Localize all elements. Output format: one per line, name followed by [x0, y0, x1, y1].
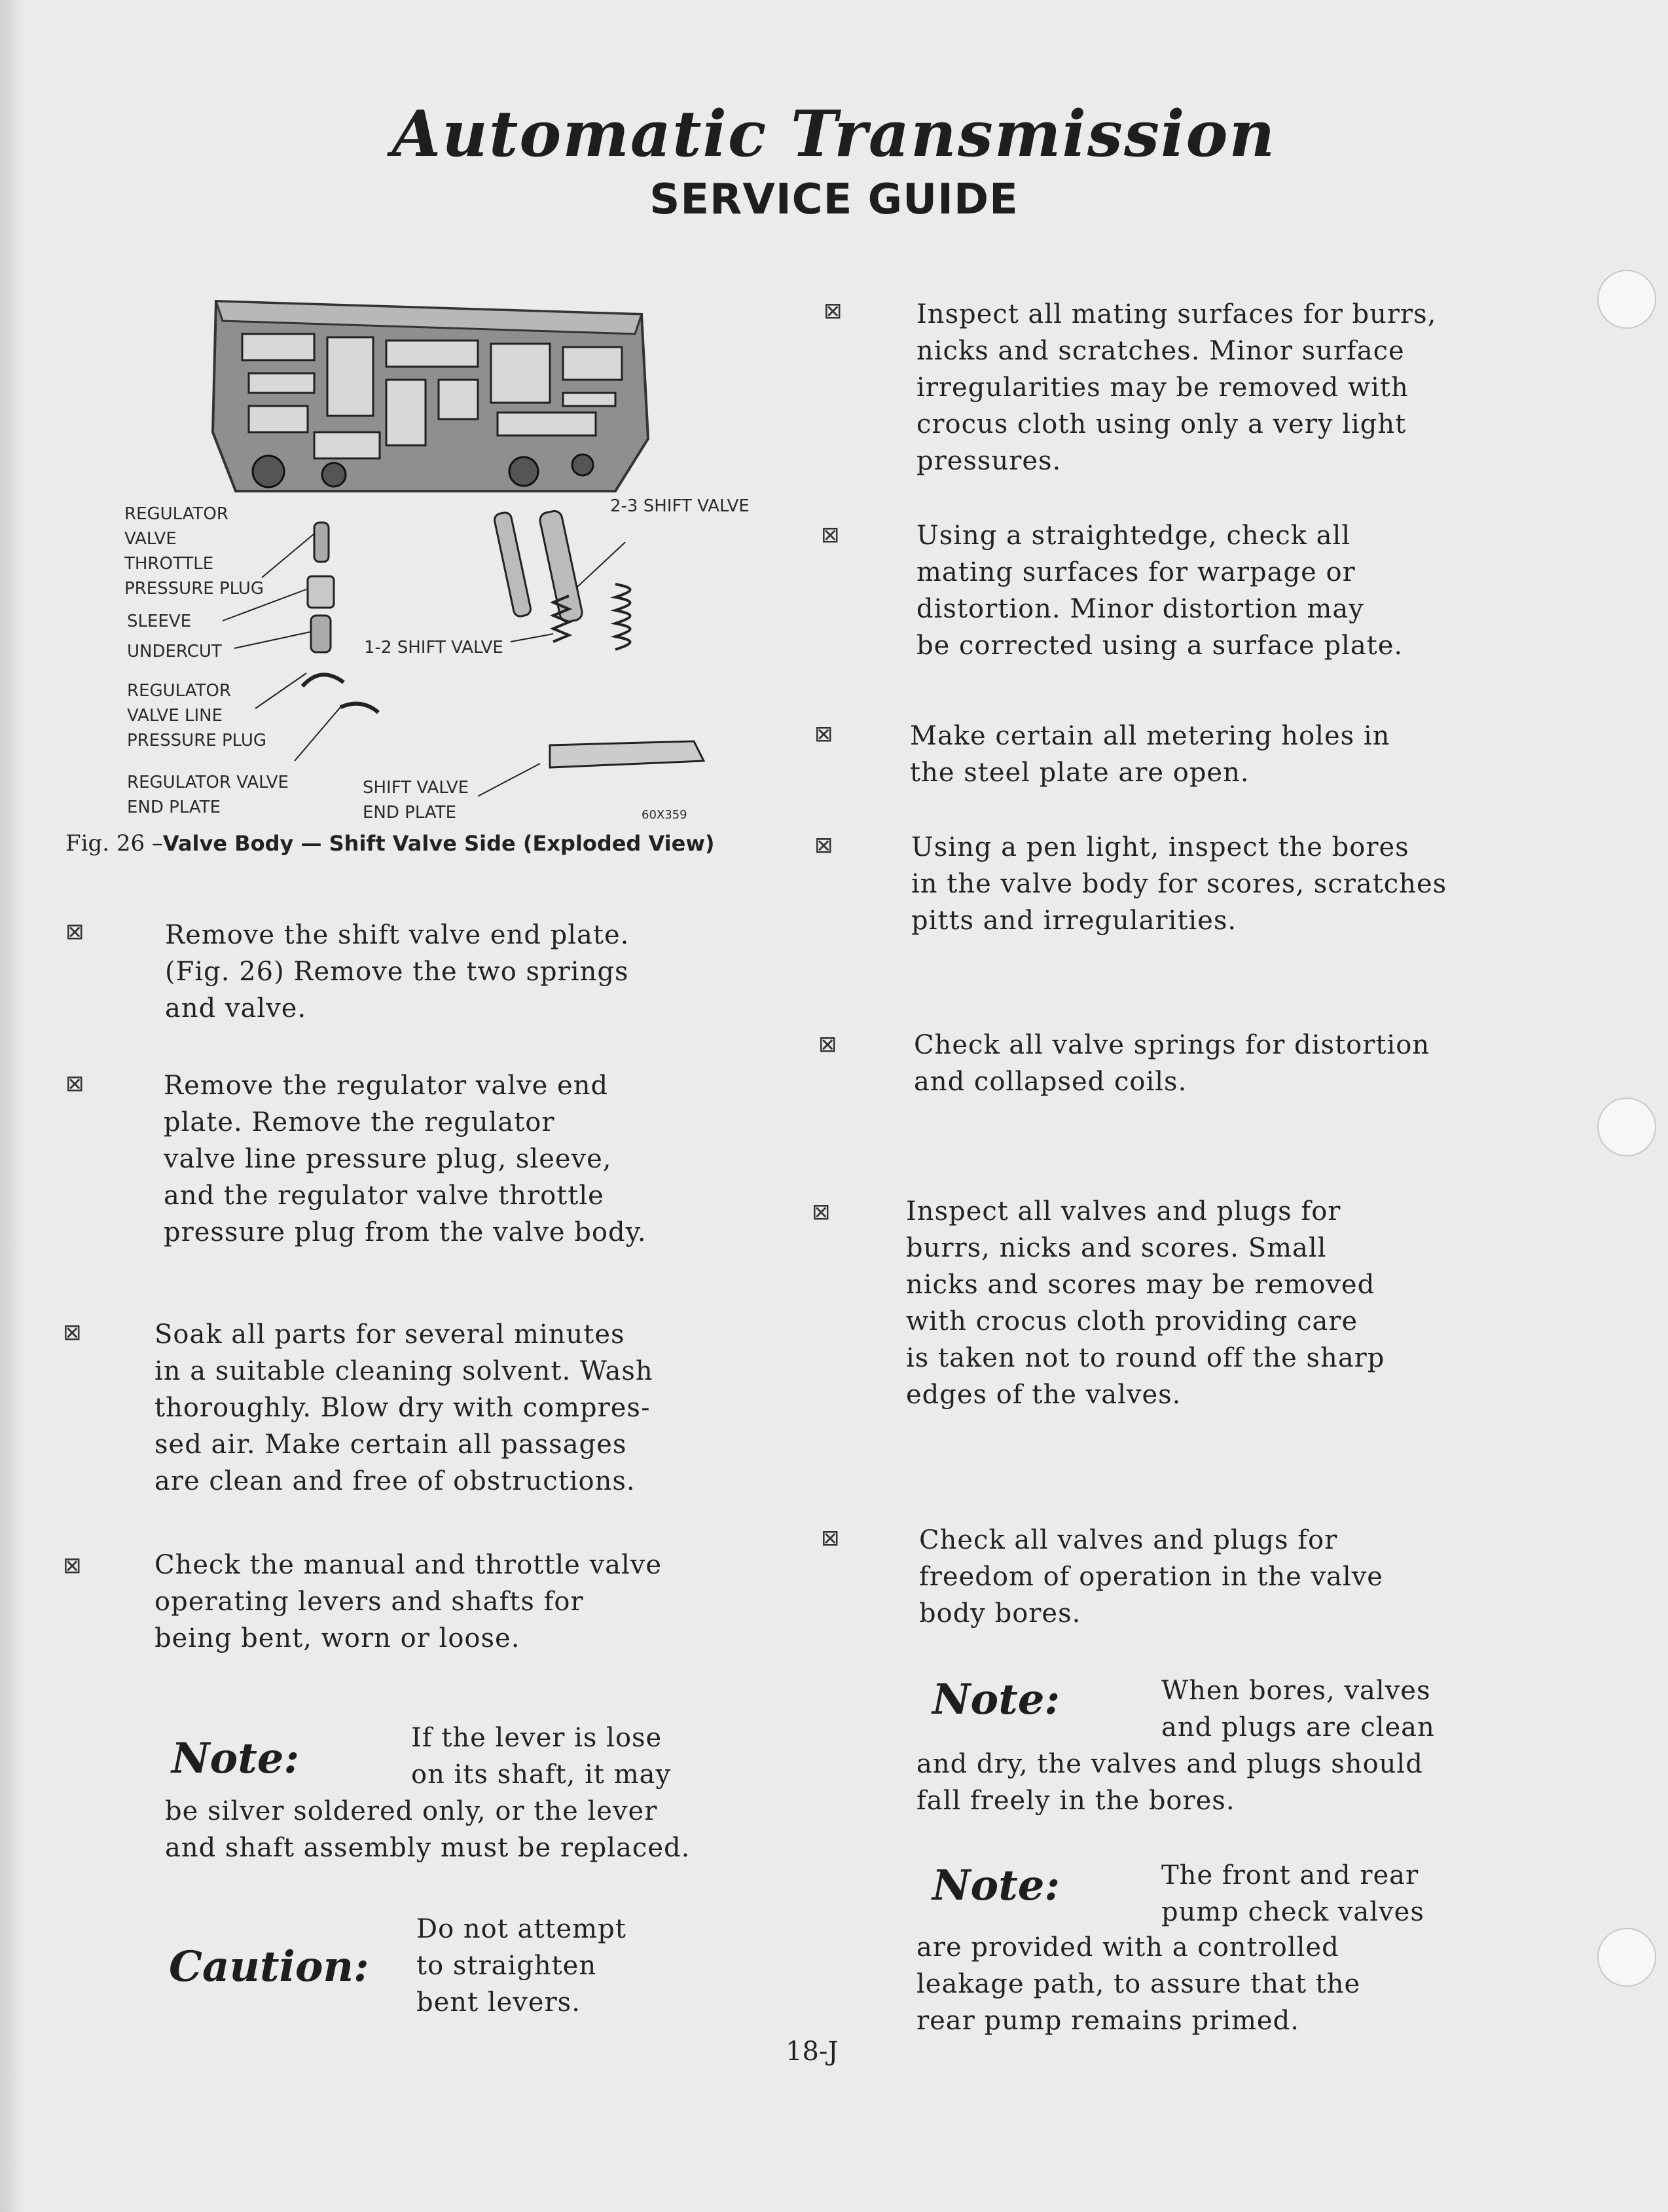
- text-line: freedom of operation in the valve: [919, 1562, 1383, 1592]
- text-line: edges of the valves.: [906, 1380, 1182, 1410]
- label-line: REGULATOR: [127, 681, 231, 701]
- text-line: body bores.: [919, 1598, 1081, 1629]
- text-line: Soak all parts for several minutes: [154, 1319, 625, 1350]
- page-number: 18-J: [786, 2037, 839, 2067]
- checkbox-bullet-icon: ⊠: [812, 1199, 831, 1225]
- figure-code: 60X359: [642, 808, 687, 822]
- text-line: in the valve body for scores, scratches: [911, 869, 1447, 899]
- text-line: Check all valve springs for distortion: [914, 1030, 1430, 1060]
- left-paragraph-4: [154, 1547, 662, 1657]
- text-line: being bent, worn or loose.: [154, 1623, 520, 1653]
- text-line: is taken not to round off the sharp: [906, 1343, 1385, 1373]
- label-line: VALVE: [124, 529, 177, 549]
- text-line: distortion. Minor distortion may: [916, 594, 1364, 624]
- label-regulator-valve-line: [127, 678, 266, 753]
- label-line: END PLATE: [127, 798, 221, 817]
- right-paragraph-6: [906, 1193, 1385, 1413]
- text-line: operating levers and shafts for: [154, 1587, 584, 1617]
- text-line: fall freely in the bores.: [916, 1786, 1235, 1816]
- label-line: REGULATOR VALVE: [127, 773, 289, 792]
- label-regulator-valve-end-plate: [127, 770, 289, 820]
- text-line: crocus cloth using only a very light: [916, 409, 1407, 439]
- punch-hole-middle: [1597, 1097, 1656, 1156]
- label-line: REGULATOR: [124, 504, 228, 524]
- note-1-lead-text: [411, 1720, 671, 1793]
- note-3-lead-text: [1161, 1857, 1424, 1930]
- text-line: Do not attempt: [416, 1914, 626, 1944]
- text-line: (Fig. 26) Remove the two springs: [165, 957, 629, 987]
- punch-hole-bottom: [1597, 1928, 1656, 1987]
- checkbox-bullet-icon: ⊠: [821, 1525, 840, 1551]
- caption-prefix: Fig. 26 –: [65, 830, 163, 857]
- text-line: Check all valves and plugs for: [919, 1525, 1338, 1555]
- right-paragraph-3: [910, 718, 1390, 791]
- caption-title: Valve Body — Shift Valve Side (Exploded View): [162, 831, 715, 856]
- label-shift-valve-end-plate: [363, 775, 469, 825]
- left-paragraph-1: [165, 917, 629, 1027]
- figure-caption: [65, 830, 715, 857]
- right-paragraph-4: [911, 829, 1447, 939]
- text-line: When bores, valves: [1161, 1676, 1431, 1706]
- text-line: and plugs are clean: [1161, 1712, 1435, 1742]
- label-line: END PLATE: [363, 803, 456, 822]
- label-line: PRESSURE PLUG: [124, 579, 264, 599]
- page-edge-shadow: [0, 0, 25, 2212]
- text-line: Using a straightedge, check all: [916, 521, 1351, 551]
- text-line: nicks and scratches. Minor surface: [916, 336, 1405, 366]
- text-line: valve line pressure plug, sleeve,: [164, 1144, 612, 1174]
- text-line: Inspect all valves and plugs for: [906, 1196, 1341, 1226]
- left-paragraph-2: [164, 1067, 647, 1251]
- label-undercut: UNDERCUT: [127, 642, 222, 661]
- valve-body-casting: [213, 301, 648, 491]
- right-paragraph-7: [919, 1522, 1383, 1632]
- text-line: be silver soldered only, or the lever: [165, 1796, 658, 1826]
- text-line: Check the manual and throttle valve: [154, 1550, 662, 1580]
- text-line: rear pump remains primed.: [916, 2006, 1299, 2036]
- note-2-body-text: [916, 1746, 1423, 1819]
- text-line: to straighten: [416, 1951, 597, 1981]
- label-line: SHIFT VALVE: [363, 778, 469, 798]
- shift-valve-end-plate: [550, 741, 704, 767]
- text-line: sed air. Make certain all passages: [154, 1429, 627, 1460]
- regulator-valve-parts: [302, 523, 378, 712]
- text-line: nicks and scores may be removed: [906, 1270, 1375, 1300]
- note-heading: Note:: [932, 1861, 1061, 1910]
- checkbox-bullet-icon: ⊠: [65, 919, 84, 945]
- checkbox-bullet-icon: ⊠: [814, 721, 833, 747]
- label-sleeve: SLEEVE: [127, 612, 192, 631]
- text-line: Remove the regulator valve end: [164, 1071, 609, 1101]
- text-line: on its shaft, it may: [411, 1760, 672, 1790]
- text-line: are provided with a controlled: [916, 1932, 1339, 1963]
- checkbox-bullet-icon: ⊠: [814, 832, 833, 858]
- note-3-body-text: [916, 1929, 1360, 2039]
- text-line: the steel plate are open.: [910, 758, 1250, 788]
- right-paragraph-5: [914, 1027, 1430, 1100]
- text-line: irregularities may be removed with: [916, 373, 1409, 403]
- text-line: pressure plug from the valve body.: [164, 1217, 647, 1247]
- label-line: VALVE LINE: [127, 706, 223, 726]
- caution-text: [416, 1911, 626, 2021]
- text-line: with crocus cloth providing care: [906, 1306, 1358, 1336]
- shift-valves: [494, 509, 584, 623]
- caution-heading: Caution:: [169, 1942, 369, 1991]
- text-line: in a suitable cleaning solvent. Wash: [154, 1356, 653, 1386]
- text-line: thoroughly. Blow dry with compres-: [154, 1393, 651, 1423]
- right-paragraph-1: [916, 296, 1436, 479]
- right-paragraph-2: [916, 517, 1403, 664]
- punch-hole-top: [1597, 270, 1656, 329]
- left-paragraph-3: [154, 1316, 653, 1500]
- exploded-view-figure: [118, 275, 772, 838]
- text-line: and valve.: [165, 993, 307, 1023]
- text-line: If the lever is lose: [411, 1723, 662, 1753]
- text-line: leakage path, to assure that the: [916, 1969, 1361, 1999]
- label-regulator-valve-throttle: [124, 502, 264, 601]
- text-line: are clean and free of obstructions.: [154, 1466, 636, 1496]
- checkbox-bullet-icon: ⊠: [818, 1031, 837, 1058]
- text-line: and dry, the valves and plugs should: [916, 1749, 1423, 1779]
- checkbox-bullet-icon: ⊠: [63, 1553, 82, 1579]
- note-heading: Note:: [172, 1734, 300, 1783]
- label-line: PRESSURE PLUG: [127, 731, 267, 750]
- label-line: THROTTLE: [124, 554, 214, 574]
- checkbox-bullet-icon: ⊠: [824, 298, 843, 324]
- page-subtitle: SERVICE GUIDE: [649, 175, 1019, 224]
- text-line: Inspect all mating surfaces for burrs,: [916, 299, 1437, 329]
- label-1-2-shift-valve: 1-2 SHIFT VALVE: [364, 638, 503, 657]
- text-line: pitts and irregularities.: [911, 906, 1237, 936]
- checkbox-bullet-icon: ⊠: [821, 522, 840, 548]
- checkbox-bullet-icon: ⊠: [65, 1071, 84, 1097]
- label-2-3-shift-valve: 2-3 SHIFT VALVE: [610, 496, 750, 516]
- text-line: and shaft assembly must be replaced.: [165, 1833, 691, 1863]
- text-line: be corrected using a surface plate.: [916, 631, 1404, 661]
- text-line: The front and rear: [1161, 1860, 1419, 1890]
- text-line: plate. Remove the regulator: [164, 1107, 555, 1137]
- text-line: and the regulator valve throttle: [164, 1181, 604, 1211]
- text-line: bent levers.: [416, 1987, 581, 2018]
- text-line: mating surfaces for warpage or: [916, 557, 1356, 587]
- text-line: and collapsed coils.: [914, 1067, 1188, 1097]
- checkbox-bullet-icon: ⊠: [63, 1319, 82, 1346]
- note-2-lead-text: [1161, 1672, 1435, 1746]
- text-line: burrs, nicks and scores. Small: [906, 1233, 1327, 1263]
- page-title: Automatic Transmission: [391, 97, 1277, 171]
- note-1-body-text: [165, 1793, 690, 1866]
- text-line: Remove the shift valve end plate.: [165, 920, 630, 950]
- text-line: pressures.: [916, 446, 1062, 476]
- note-heading: Note:: [932, 1675, 1061, 1724]
- text-line: Using a pen light, inspect the bores: [911, 832, 1409, 862]
- text-line: Make certain all metering holes in: [910, 721, 1390, 751]
- text-line: pump check valves: [1161, 1897, 1424, 1927]
